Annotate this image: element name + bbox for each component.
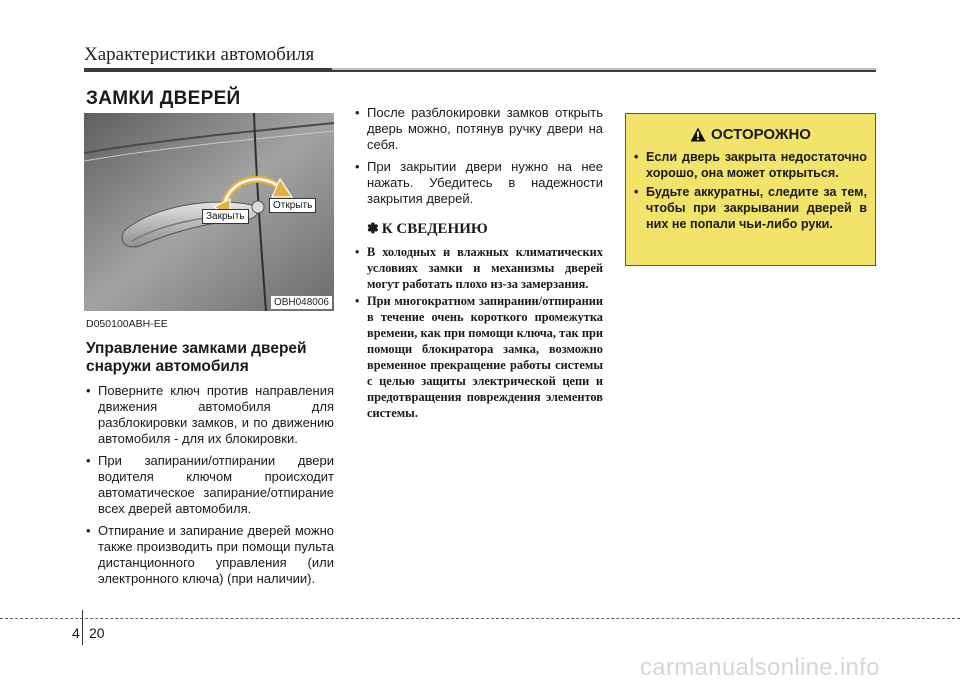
page-number: 20 [89,625,105,641]
left-column [86,318,334,593]
list-item: • Если дверь закрыта недостаточно хорошо, она может открыться. [634,149,867,181]
note-title: К СВЕДЕНИЮ [381,221,488,237]
section-title: ЗАМКИ ДВЕРЕЙ [86,88,241,109]
lock-direction-label: Закрыть [202,209,249,224]
list-item: • Отпирание и запирание дверей можно также производить при помощи пульта дистанционного управления (или электронного ключа) (при наличии). [86,523,334,587]
note-bullet-list [355,244,603,421]
unlock-direction-label: Открыть [269,198,316,213]
note-heading [367,221,603,238]
list-item: • При запирании/отпирании двери водителя ключом происходит автоматическое запирание/отпирание всех дверей автомобиля. [86,453,334,517]
watermark: carmanualsonline.info [640,654,880,681]
caution-bullet-list [634,149,867,232]
middle-column [355,105,603,422]
list-item: • В холодных и влажных климатических условиях замки и механизмы дверей могут работать плохо из-за замерзания. [355,244,603,292]
header-title: Характеристики автомобиля [84,44,315,65]
caution-box [625,113,876,266]
figure-code: OBH048006 [271,296,332,309]
list-item: • Поверните ключ против направления движения автомобиля для разблокировки замков, и по движению автомобиля - для их блокировки. [86,383,334,447]
list-item: • Будьте аккуратны, следите за тем, чтобы при закрывании дверей в них не попали чьи-либо руки. [634,184,867,232]
header-rule-light [332,68,876,70]
middle-bullet-list [355,105,603,207]
note-asterisk-icon: ✽ [367,222,379,237]
warning-triangle-icon [690,127,706,142]
caution-title: ОСТОРОЖНО [711,126,811,143]
caution-header [634,126,867,143]
doc-code: D050100ABH-EE [86,318,168,330]
left-bullet-list [86,383,334,587]
chapter-number: 4 [72,625,80,641]
list-item: • При многократном запирании/отпирании в течение очень короткого промежутка времени, как при помощи ключа, так при помощи блокиратора замка, возможно временное прекращение работы системы с целью защиты электрической цепи и предотвращения повреждения элементов системы. [355,293,603,421]
list-item: • При закрытии двери нужно на нее нажать. Убедитесь в надежности закрытия дверей. [355,159,603,207]
subheading: Управление замками дверей снаружи автомобиля [86,340,307,375]
footer-divider [82,610,83,645]
footer-rule [0,618,960,619]
door-handle-figure [84,113,334,311]
list-item: • После разблокировки замков открыть дверь можно, потянув ручку двери на себя. [355,105,603,153]
